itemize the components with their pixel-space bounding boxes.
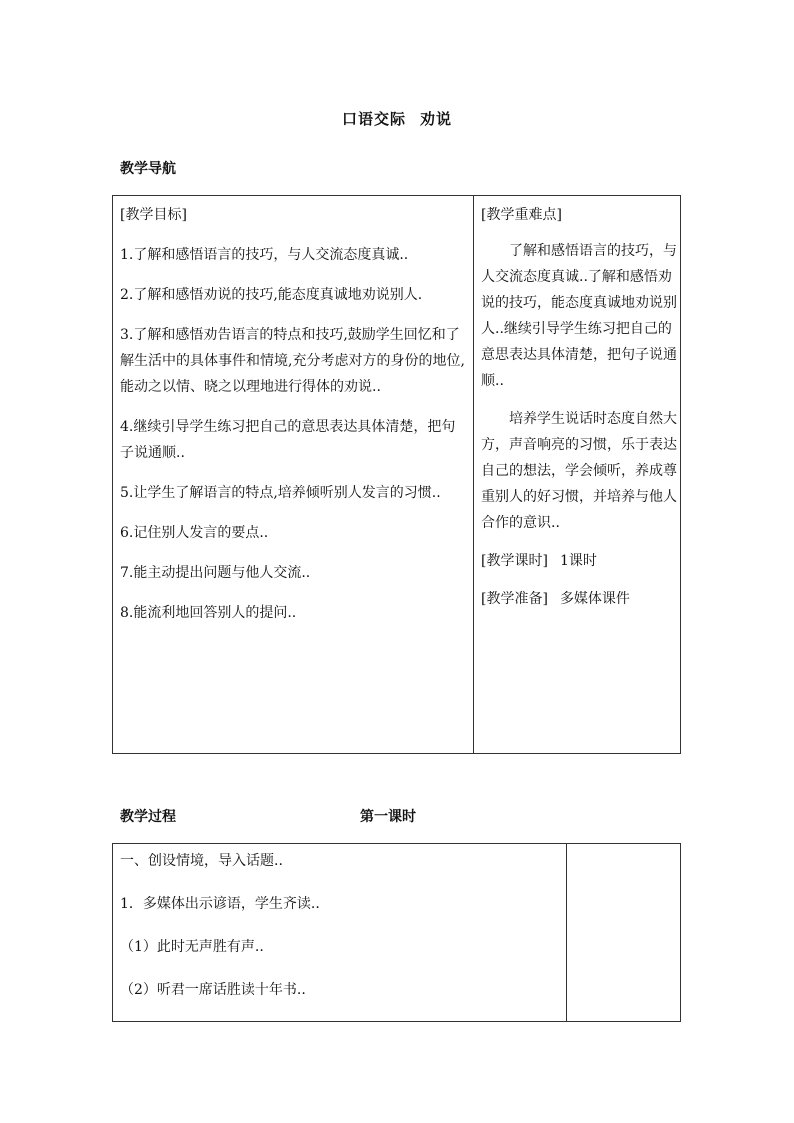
lesson-period-label: 第一课时 <box>360 809 416 825</box>
goal-item: 8.能流利地回答别人的提问.. <box>120 605 297 621</box>
process-line: （1）此时无声胜有声.. <box>120 939 264 955</box>
teaching-process-table <box>112 843 681 1022</box>
column-divider <box>473 196 474 753</box>
class-hours-label: [教学课时] <box>481 553 548 569</box>
process-line: （2）听君一席话胜读十年书.. <box>120 982 306 998</box>
teaching-guide-label: 教学导航 <box>120 161 176 177</box>
goal-item: 6.记住别人发言的要点.. <box>120 525 269 541</box>
preparation-row <box>481 586 677 612</box>
column-divider <box>566 844 567 1021</box>
goal-item: 7.能主动提出问题与他人交流.. <box>120 565 311 581</box>
class-hours-row <box>481 548 677 574</box>
preparation-value: 多媒体课件 <box>559 591 630 607</box>
preparation-label: [教学准备] <box>481 591 548 607</box>
teaching-process-label: 教学过程 <box>120 809 176 825</box>
goal-item: 3.了解和感悟劝告语言的特点和技巧,鼓励学生回忆和了解生活中的具体事件和情境,充分考虑对方的身份的地位,能动之以情、晓之以理地进行得体的劝说.. <box>120 327 465 395</box>
goal-item: 4.继续引导学生练习把自己的意思表达具体清楚，把句子说通顺.. <box>120 419 456 461</box>
goal-item: 1.了解和感悟语言的技巧，与人交流态度真诚.. <box>120 247 409 263</box>
process-line: 1．多媒体出示谚语，学生齐读.. <box>120 896 320 912</box>
class-hours-value: 1课时 <box>559 553 597 569</box>
title-sub: 劝说 <box>420 110 453 128</box>
title-main: 口语交际 <box>341 110 406 128</box>
goal-item: 5.让学生了解语言的特点,培养倾听别人发言的习惯.. <box>120 485 441 501</box>
page-title <box>0 108 794 129</box>
key-point-paragraph: 培养学生说话时态度自然大方，声音响亮的习惯，乐于表达自己的想法，学会倾听，养成尊重别人的好习惯，并培养与他人合作的意识.. <box>481 411 677 531</box>
key-points-header: [教学重难点] <box>481 207 562 223</box>
teaching-guide-table <box>112 195 681 754</box>
process-cell <box>120 848 560 1020</box>
goals-header: [教学目标] <box>120 207 187 223</box>
key-point-paragraph: 了解和感悟语言的技巧，与人交流态度真诚..了解和感悟劝说的技巧，能态度真诚地劝说别人..继续引导学生练习把自己的意思表达具体清楚，把句子说通顺.. <box>481 243 677 389</box>
goals-cell <box>120 202 466 640</box>
process-line: 一、创设情境，导入话题.. <box>120 853 283 869</box>
goal-item: 2.了解和感悟劝说的技巧,能态度真诚地劝说别人. <box>120 287 423 303</box>
key-points-cell <box>481 202 677 624</box>
